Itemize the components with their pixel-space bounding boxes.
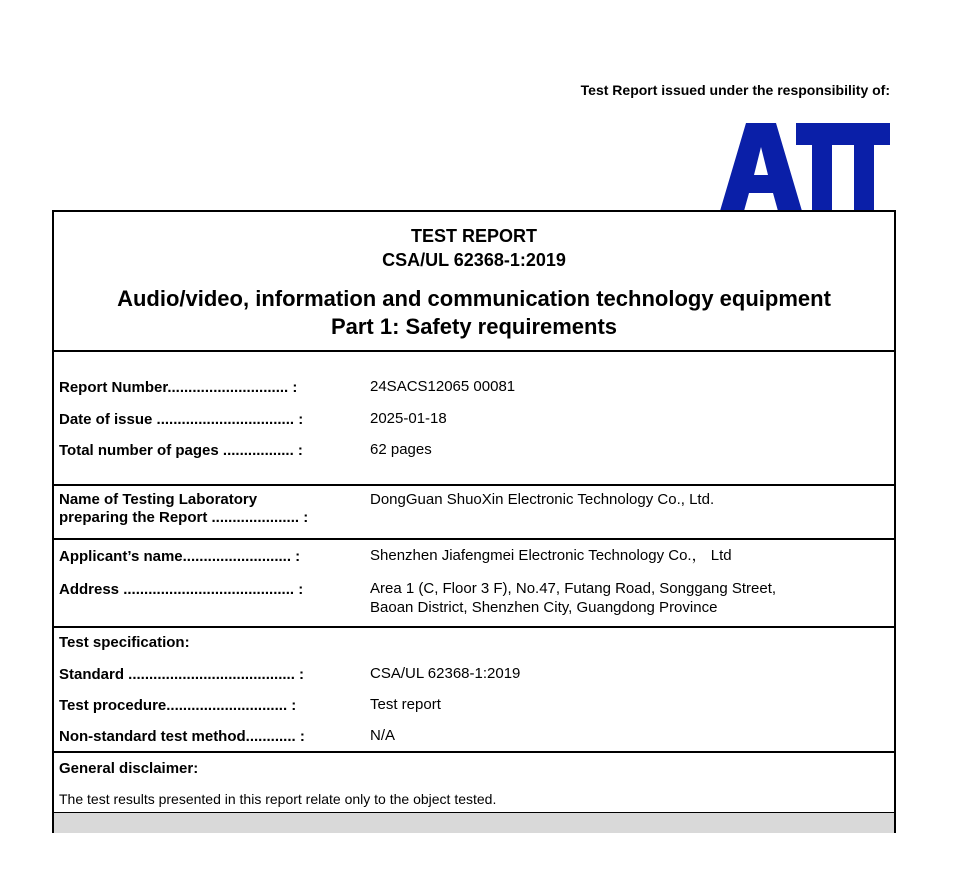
- applicant-name-label: Applicant’s name.......................... :: [59, 548, 301, 565]
- non-standard-method-value: N/A: [370, 727, 396, 744]
- address-value-line2: Baoan District, Shenzhen City, Guangdong Province: [370, 599, 718, 616]
- disclaimer-text: The test results presented in this report relate only to the object tested.: [59, 791, 497, 807]
- date-of-issue-label: Date of issue ................................. :: [59, 411, 304, 428]
- laboratory-label-line2: preparing the Report ..................... :: [59, 509, 309, 526]
- non-standard-method-label: Non-standard test method............ :: [59, 728, 305, 745]
- report-info-section: [54, 350, 894, 486]
- applicant-name-value: Shenzhen Jiafengmei Electronic Technology Co.， Ltd: [370, 547, 732, 564]
- date-of-issue-value: 2025-01-18: [370, 410, 447, 427]
- laboratory-section: [54, 484, 894, 540]
- logo-letter-t2: [838, 123, 890, 211]
- total-pages-value: 62 pages: [370, 441, 432, 458]
- report-subject: Audio/video, information and communication technology equipment: [117, 286, 831, 311]
- responsibility-statement: Test Report issued under the responsibility of:: [580, 82, 890, 98]
- report-standard: CSA/UL 62368-1:2019: [382, 250, 566, 270]
- disclaimer-section: [54, 751, 894, 833]
- laboratory-value: DongGuan ShuoXin Electronic Technology Co., Ltd.: [370, 491, 715, 508]
- report-part: Part 1: Safety requirements: [330, 314, 618, 339]
- address-value-line1: Area 1 (C, Floor 3 F), No.47, Futang Road, Songgang Street,: [370, 580, 777, 597]
- standard-label: Standard ........................................ :: [59, 666, 305, 683]
- laboratory-label-line1: Name of Testing Laboratory: [59, 491, 258, 508]
- address-label: Address ......................................... :: [59, 581, 304, 598]
- report-number-value: 24SACS12065 00081: [370, 378, 516, 395]
- test-procedure-value: Test report: [370, 696, 441, 713]
- test-specification-heading: Test specification:: [59, 634, 190, 651]
- standard-value: CSA/UL 62368-1:2019: [370, 665, 521, 682]
- gray-footer-bar: [54, 812, 894, 833]
- report-cover-table: [52, 210, 896, 833]
- report-number-label: Report Number............................. :: [59, 379, 298, 396]
- att-logo: [720, 123, 890, 211]
- applicant-section: [54, 538, 894, 628]
- total-pages-label: Total number of pages ................. :: [59, 442, 303, 459]
- test-procedure-label: Test procedure............................. :: [59, 697, 297, 714]
- test-specification-section: [54, 626, 894, 753]
- report-title: TEST REPORT: [410, 226, 537, 246]
- title-section: [54, 212, 894, 350]
- disclaimer-heading: General disclaimer:: [59, 760, 199, 777]
